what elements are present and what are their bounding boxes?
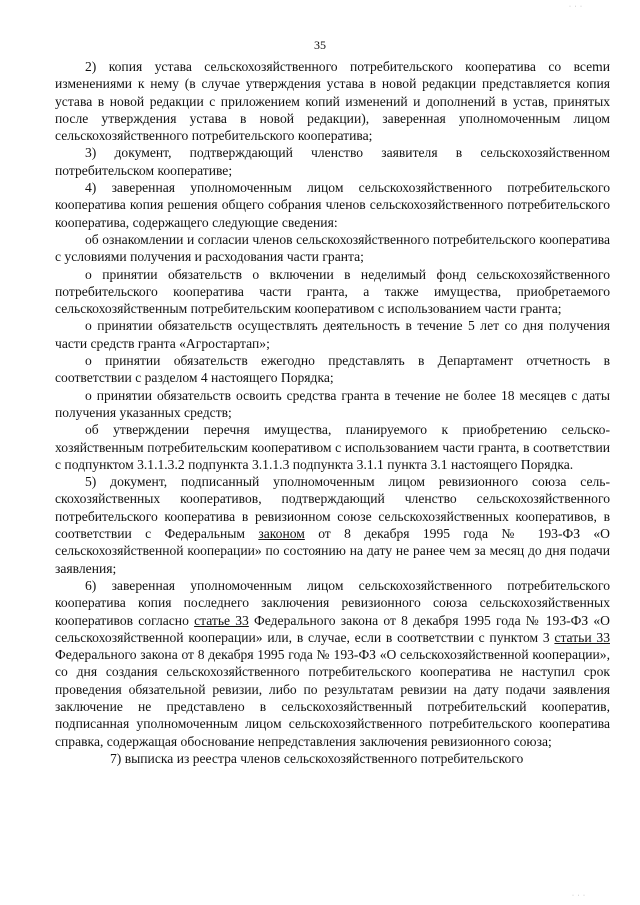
paragraph-info-reporting: о принятии обязательств ежегодно представлять в Департамент отчетность в соответствии с разделом 4 настоящего Порядка; [55, 353, 610, 386]
paragraph-info-18-months: о принятии обязательств освоить средства гранта в течение не более 18 месяцев с даты получения указанных средств; [55, 387, 610, 420]
paragraph-item-5: 5) документ, подписанный уполномоченным лицом ревизионного союза сельскохозяйственных кооперативов, подтверждающий членство сельскохозяйственного потребительского кооператива в ревизионном союзе сельскохозяйственных кооперативов, в соответствии с Федеральным законом от 8 декабря 1995 года № 193-ФЗ «О сельскохозяйственной кооперации» по состоянию на дату не ранее чем за месяц до дня подачи заявления; [55, 474, 610, 576]
paragraph-info-indivisible-fund: о принятии обязательств о включении в неделимый фонд сельскохозяйственного потребительского кооператива части гранта, а также имущества, приобретаемого сельскохозяйственным потребительским кооперативом с использованием части гранта; [55, 266, 610, 317]
scan-mark-bottom: · · · [572, 893, 586, 899]
paragraph-info-property-list: об утверждении перечня имущества, планируемого к приобретению сельскохозяйственным потребительским кооперативом с использованием части гранта, в соответствии с подпунктом 3.1.1.3.2 подпункта 3.1.1.3 подпункта 3.1.1 пункта 3.1 настоящего Порядка. [55, 422, 610, 472]
page-number: 35 [314, 38, 326, 52]
article-33-link[interactable]: статье 33 [194, 612, 249, 628]
scan-mark-top: · · · [569, 4, 583, 10]
paragraph-item-3: 3) документ, подтверждающий членство заявителя в сельскохозяйственном потребительском кооперативе; [55, 145, 610, 178]
paragraph-item-4: 4) заверенная уполномоченным лицом сельскохозяйственного потребительского кооператива копия решения общего собрания членов сельскохозяйственного потребительского кооператива, содержащего следующие сведения: [55, 180, 610, 230]
law-link[interactable]: законом [258, 526, 305, 542]
paragraph-item-6: 6) заверенная уполномоченным лицом сельскохозяйственного потребительского кооператива копия последнего заключения ревизионного союза сельскохозяйственных кооперативов согласно статье 33 Федерального закона от 8 декабря 1995 года № 193-ФЗ «О сельскохозяйственной кооперации» или, в случае, если в соответствии с пунктом 3 статьи 33 Федерального закона от 8 декабря 1995 года № 193-ФЗ «О сельскохозяйственной кооперации», со дня создания сельскохозяйственного потребительского кооператива не наступил срок проведения обязательной ревизии, либо по результатам ревизии на дату подачи заявления заключение не представлено в сельскохозяйственный потребительский кооператив, подписанная уполномоченным лицом сельскохозяйственного потребительского кооператива справка, содержащая обоснование непредставления заключения ревизионного союза; [55, 577, 610, 749]
paragraph-item-7: 7) выписка из реестра членов сельскохозяйственного потребительского [110, 750, 524, 766]
paragraph-item-2: 2) копия устава сельскохозяйственного потребительского кооператива со всеmи изменениями к нему (в случае утверждения устава в новой редакции представляется копия устава в новой редакции с приложением копий изменений и дополнений в устав, принятых после утверждения устава в новой редакции), заверенная уполномоченным лицом сельскохозяйственного потребительского кооператива; [55, 59, 610, 144]
article-33-link-2[interactable]: статьи 33 [554, 629, 610, 645]
paragraph-info-5-years: о принятии обязательств осуществлять деятельность в течение 5 лет со дня получения части средств гранта «Агростартап»; [55, 318, 610, 351]
paragraph-info-acquaintance: об ознакомлении и согласии членов сельскохозяйственного потребительского кооператива с условиями получения и расходования части гранта; [55, 231, 610, 265]
document-body [55, 58, 610, 767]
